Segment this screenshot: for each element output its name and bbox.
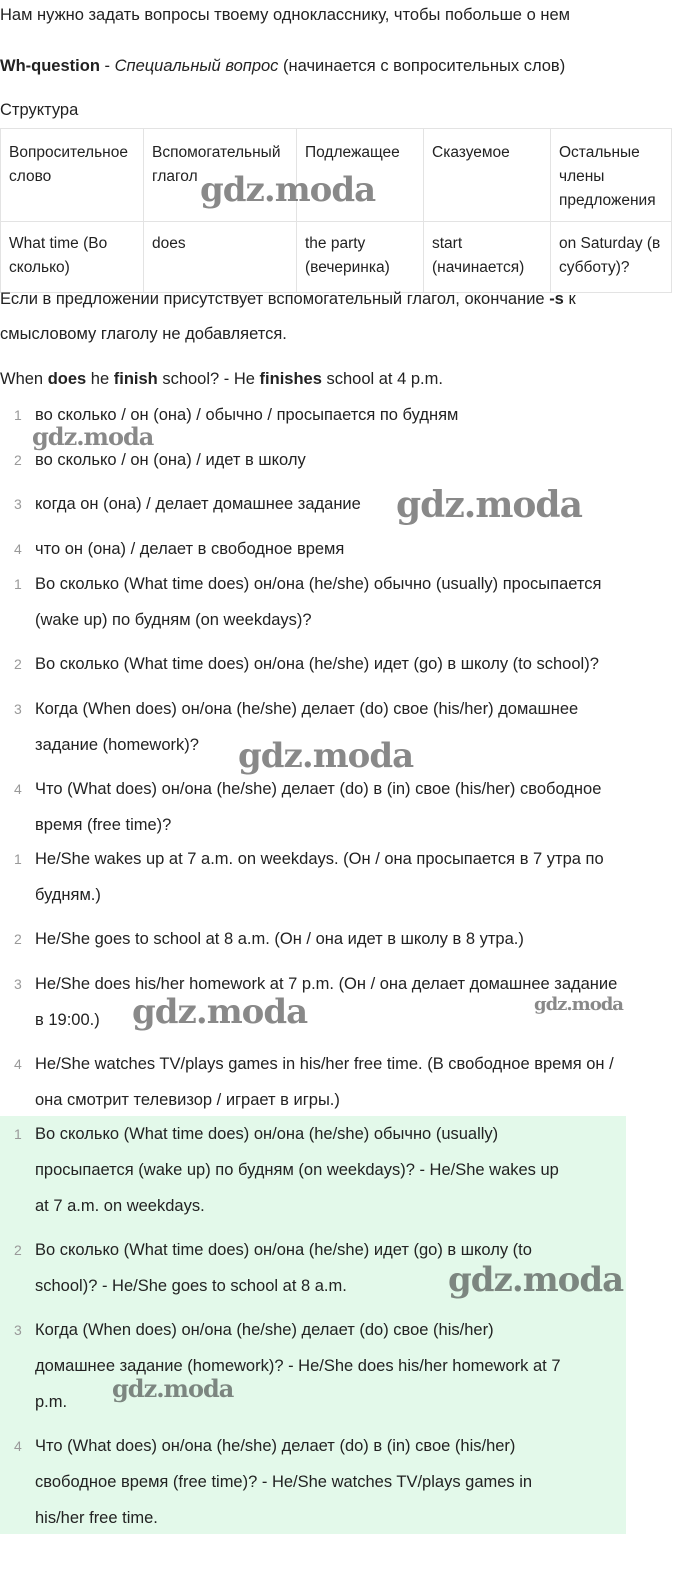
list-item-line: будням.) [35, 886, 101, 904]
list-item-line: Во сколько (What time does) он/она (he/she) идет (go) в школу (to [35, 1241, 532, 1259]
list-item-line: Что (What does) он/она (he/she) делает (do) в (in) свое (his/her) [35, 1437, 516, 1455]
list-item [0, 921, 672, 966]
example-word-bold: finishes [259, 370, 322, 388]
list-number: 3 [14, 976, 22, 992]
table-header-cell: Остальные члены предложения [551, 129, 672, 222]
wh-term-ru: Специальный вопрос [114, 57, 279, 75]
list-number: 3 [14, 701, 22, 717]
list-item-line: at 7 a.m. on weekdays. [35, 1197, 205, 1215]
list-item [0, 646, 672, 691]
list-item-line: p.m. [35, 1393, 68, 1411]
list-item-line: Во сколько (What time does) он/она (he/she) обычно (usually) [35, 1125, 499, 1143]
list-number: 2 [14, 452, 22, 468]
wh-question-definition [0, 57, 565, 76]
watermark: gdz.moda [112, 1374, 234, 1403]
list-number: 1 [14, 576, 22, 592]
watermark: gdz.moda [132, 992, 308, 1032]
structure-table [0, 128, 672, 293]
list-item [0, 1312, 626, 1428]
list-item-line: в 19:00.) [35, 1011, 100, 1029]
list-item-line: задание (homework)? [35, 736, 199, 754]
table-header-cell: Вопросительное слово [1, 129, 144, 222]
list-item-line: домашнее задание (homework)? - He/She does his/her homework at 7 [35, 1357, 561, 1375]
list-number: 1 [14, 407, 22, 423]
list-item [0, 486, 672, 531]
combined-answer-list [0, 1116, 626, 1534]
wh-rest: (начинается с вопросительных слов) [278, 57, 566, 75]
list-item-line: He/She goes to school at 8 a.m. (Он / она идет в школу в 8 утра.) [35, 930, 524, 948]
rule-text-line2: смысловому глаголу не добавляется. [0, 325, 287, 343]
watermark: gdz.moda [200, 170, 376, 210]
list-number: 4 [14, 1438, 22, 1454]
table-cell: on Saturday (в субботу)? [551, 222, 672, 293]
list-item-line: He/She watches TV/plays games in his/her free time. (В свободное время он / [35, 1055, 614, 1073]
example-word: school at 4 p.m. [321, 370, 443, 388]
list-item [0, 771, 672, 841]
intro-text: Нам нужно задать вопросы твоему однокласснику, чтобы побольше о нем [0, 6, 570, 24]
list-item [0, 566, 672, 646]
example-sentence [0, 370, 443, 389]
example-word-bold: does [47, 370, 87, 388]
list-item-line: Во сколько (What time does) он/она (he/she) обычно (usually) просыпается [35, 575, 602, 593]
rule-part1: Если в предложении присутствует вспомогательный глагол, окончание [0, 290, 550, 308]
list-item-line: время (free time)? [35, 816, 172, 834]
watermark: gdz.moda [32, 422, 154, 451]
list-item [0, 442, 672, 486]
question-list [0, 566, 672, 841]
list-item-line: Во сколько (What time does) он/она (he/she) идет (go) в школу (to school)? [35, 655, 599, 673]
prompt-list [0, 397, 672, 567]
list-item [0, 1232, 626, 1312]
table-header-cell: Подлежащее [297, 129, 424, 222]
list-item [0, 1116, 626, 1232]
watermark: gdz.moda [238, 736, 414, 776]
table-header-row [1, 129, 672, 222]
table-header-cell: Сказуемое [424, 129, 551, 222]
watermark: gdz.moda [448, 1260, 624, 1300]
table-cell: does [144, 222, 297, 293]
list-item-line: она смотрит телевизор / играет в игры.) [35, 1091, 340, 1109]
list-item [0, 531, 672, 567]
list-number: 3 [14, 496, 22, 512]
watermark: gdz.moda [396, 484, 582, 526]
list-item-line: просыпается (wake up) по будням (on weekdays)? - He/She wakes up [35, 1161, 559, 1179]
list-number: 3 [14, 1322, 22, 1338]
watermark: gdz.moda [534, 994, 623, 1015]
table-cell: What time (Во сколько) [1, 222, 144, 293]
list-item-line: Когда (When does) он/она (he/she) делает (do) свое (his/her) домашнее [35, 700, 579, 718]
wh-term: Wh-question [0, 57, 100, 75]
list-item-line: свободное время (free time)? - He/She watches TV/plays games in [35, 1473, 533, 1491]
list-item-line: Что (What does) он/она (he/she) делает (do) в (in) свое (his/her) свободное [35, 780, 602, 798]
example-word: school? - He [157, 370, 260, 388]
list-item-text: когда он (она) / делает домашнее задание [35, 495, 361, 513]
table-cell: the party (вечеринка) [297, 222, 424, 293]
example-word: he [86, 370, 114, 388]
list-item-line: Когда (When does) он/она (he/she) делает (do) свое (his/her) [35, 1321, 494, 1339]
list-item-text: во сколько / он (она) / обычно / просыпается по будням [35, 406, 459, 424]
list-number: 2 [14, 1242, 22, 1258]
list-item-line: his/her free time. [35, 1509, 158, 1527]
list-item [0, 397, 672, 442]
list-number: 4 [14, 1056, 22, 1072]
table-cell: start (начинается) [424, 222, 551, 293]
list-item-line: school)? - He/She goes to school at 8 a.m. [35, 1277, 347, 1295]
list-item-text: во сколько / он (она) / идет в школу [35, 451, 306, 469]
list-number: 1 [14, 851, 22, 867]
list-number: 2 [14, 656, 22, 672]
list-number: 4 [14, 781, 22, 797]
list-item-line: He/She wakes up at 7 a.m. on weekdays. (Он / она просыпается в 7 утра по [35, 850, 604, 868]
list-item [0, 966, 672, 1046]
list-number: 4 [14, 541, 22, 557]
example-word: When [0, 370, 48, 388]
list-number: 1 [14, 1126, 22, 1142]
table-header-cell: Вспомогательный глагол [144, 129, 297, 222]
answer-list [0, 841, 672, 1118]
rule-ending: -s [549, 290, 564, 308]
structure-label: Структура [0, 101, 79, 119]
table-row [1, 222, 672, 293]
wh-dash: - [99, 57, 115, 75]
list-item [0, 841, 672, 921]
list-item-text: что он (она) / делает в свободное время [35, 540, 345, 558]
list-item-line: He/She does his/her homework at 7 p.m. (Он / она делает домашнее задание [35, 975, 618, 993]
example-word-bold: finish [113, 370, 158, 388]
list-item [0, 1428, 626, 1534]
list-item-line: (wake up) по будням (on weekdays)? [35, 611, 312, 629]
list-item [0, 1046, 672, 1118]
list-item [0, 691, 672, 771]
rule-part2: к [563, 290, 576, 308]
list-number: 2 [14, 931, 22, 947]
rule-text [0, 290, 576, 309]
